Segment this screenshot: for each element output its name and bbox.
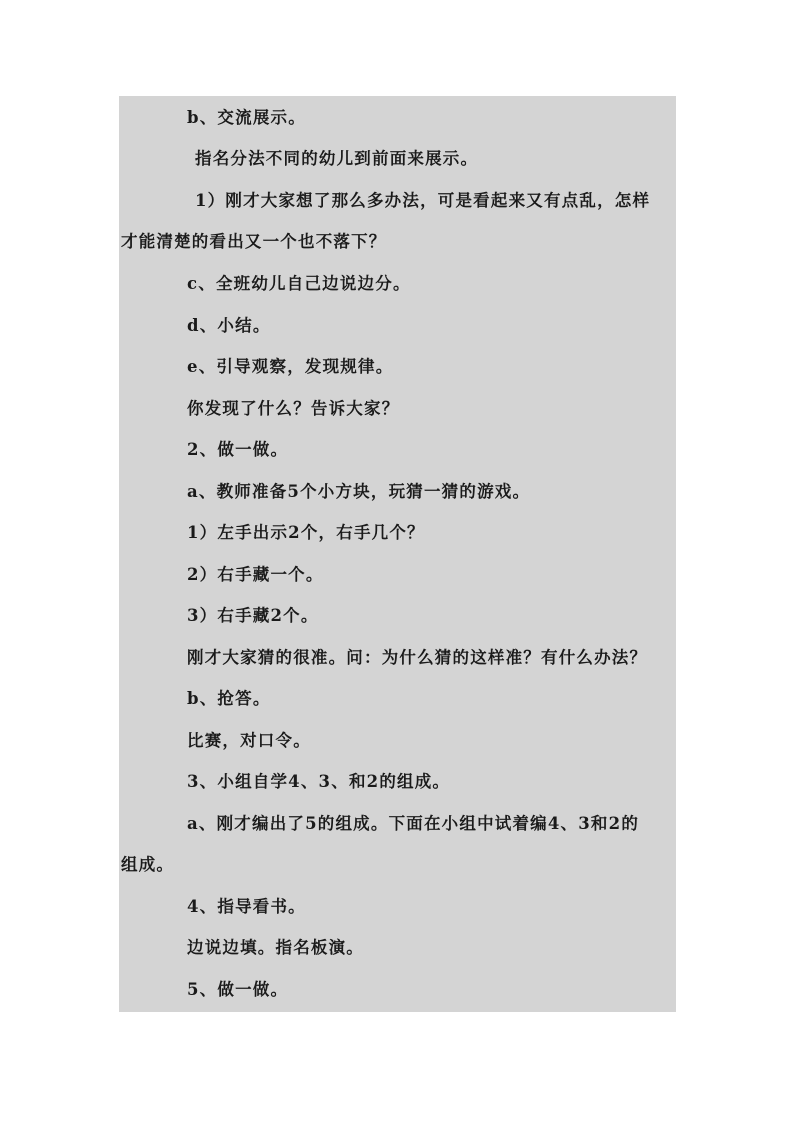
document-page (119, 96, 676, 1012)
line-right-hand-1: 2）右手藏一个。 (187, 565, 324, 584)
line-contest: 比赛，对口令。 (187, 731, 311, 750)
line-what-found: 你发现了什么？告诉大家？ (187, 399, 400, 418)
line-b-exchange: b、交流展示。 (187, 108, 306, 127)
line-d-summary: d、小结。 (187, 316, 271, 335)
line-question-1: 1）刚才大家想了那么多办法，可是看起来又有点乱，怎样 (195, 191, 651, 210)
line-a-compose-cont: 组成。 (121, 855, 175, 874)
line-fill-board: 边说边填。指名板演。 (187, 938, 364, 957)
line-a-teacher: a、教师准备5个小方块，玩猜一猜的游戏。 (187, 482, 531, 501)
line-4-book: 4、指导看书。 (187, 897, 306, 916)
line-e-observe: e、引导观察，发现规律。 (187, 357, 394, 376)
line-5-do: 5、做一做。 (187, 980, 289, 999)
line-right-hand-2: 3）右手藏2个。 (187, 606, 319, 625)
line-3-group: 3、小组自学4、3、和2的组成。 (187, 772, 451, 791)
line-a-compose: a、刚才编出了5的组成。下面在小组中试着编4、3和2的 (187, 814, 640, 833)
line-b-quick-answer: b、抢答。 (187, 689, 271, 708)
line-question-1-cont: 才能清楚的看出又一个也不落下？ (121, 232, 387, 251)
line-guess-question: 刚才大家猜的很准。问：为什么猜的这样准？有什么办法？ (187, 648, 648, 667)
line-c-class: c、全班幼儿自己边说边分。 (187, 274, 411, 293)
line-left-hand: 1）左手出示2个，右手几个？ (187, 523, 425, 542)
line-show-methods: 指名分法不同的幼儿到前面来展示。 (195, 149, 479, 168)
line-2-do: 2、做一做。 (187, 440, 289, 459)
